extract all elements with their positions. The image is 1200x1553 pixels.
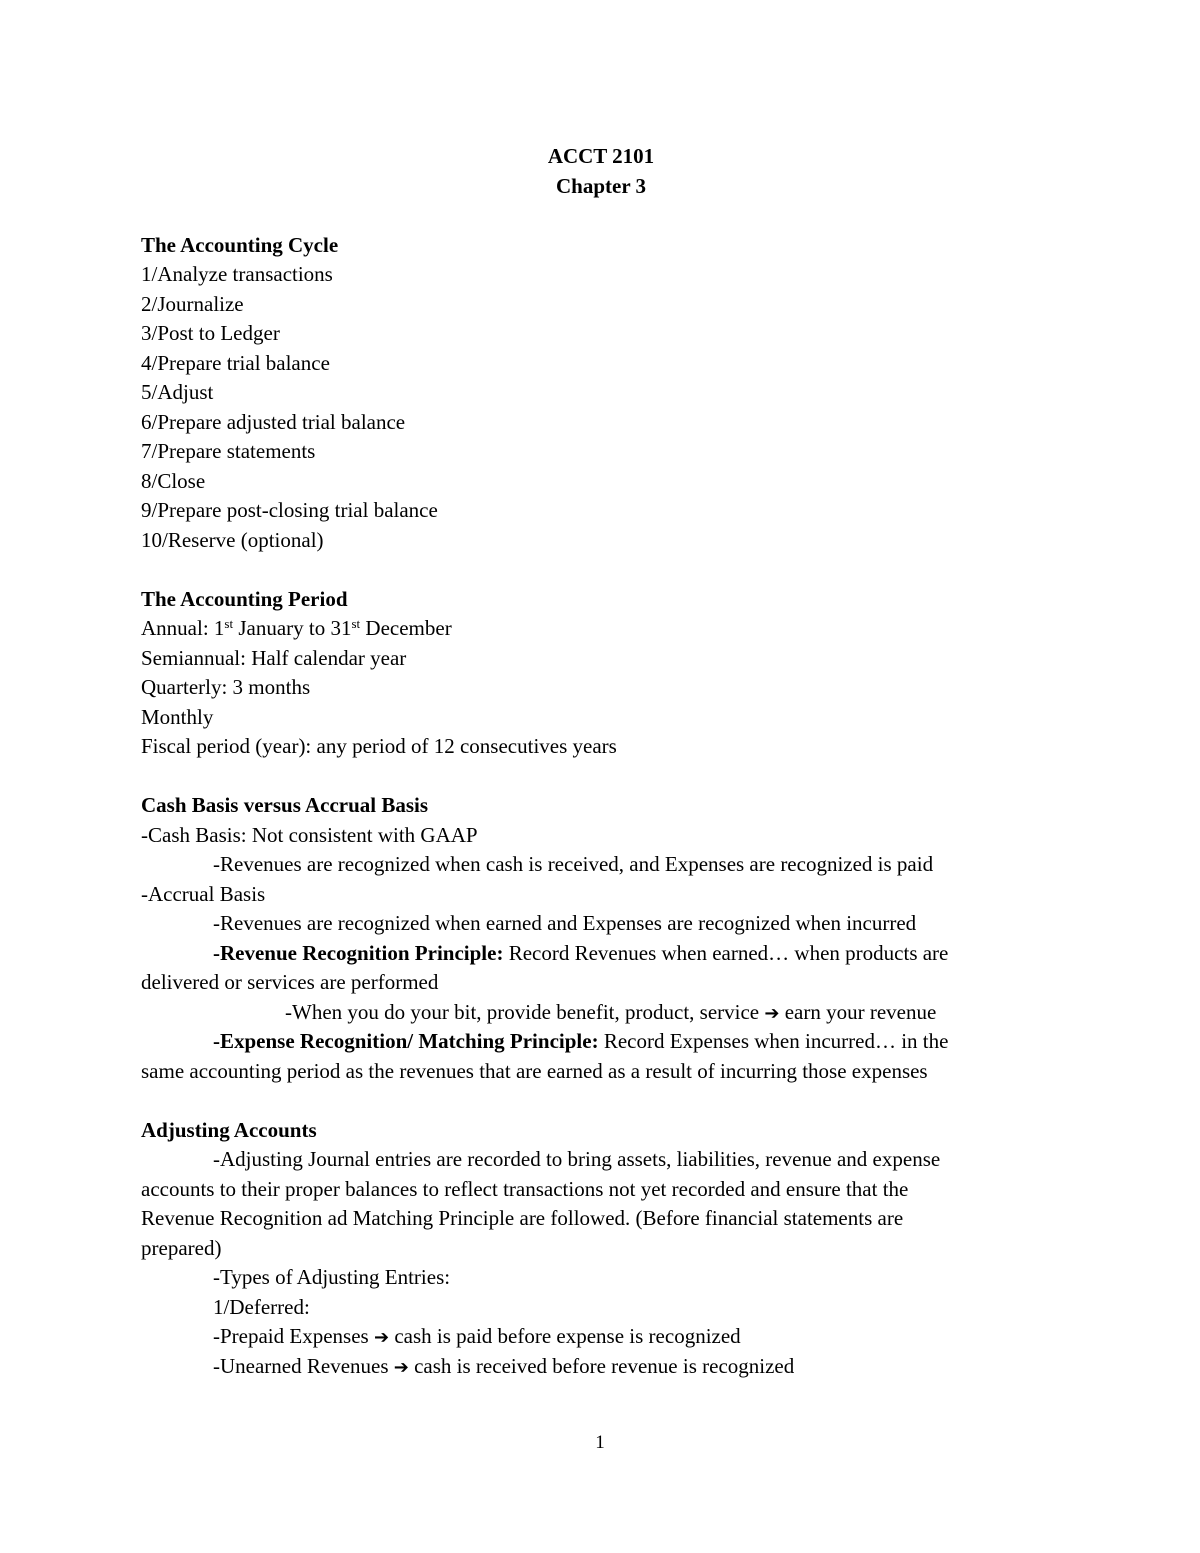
annual-prefix: Annual: 1: [141, 616, 225, 640]
revenue-recognition-subpoint: [141, 998, 1061, 1028]
right-arrow-icon: ➔: [373, 1327, 390, 1348]
cycle-step: 9/Prepare post-closing trial balance: [141, 498, 438, 522]
course-title: ACCT 2101: [547, 144, 655, 168]
adjusting-accounts-heading: Adjusting Accounts: [141, 1117, 317, 1142]
accrual-basis-line: -Accrual Basis: [141, 881, 266, 906]
spacer: [141, 555, 1061, 585]
cycle-step: 8/Close: [141, 468, 206, 493]
cash-basis-detail: -Revenues are recognized when cash is received, and Expenses are recognized is paid: [213, 852, 934, 876]
adjusting-paragraph-line: Revenue Recognition ad Matching Principle are followed. (Before financial statements are: [141, 1206, 904, 1230]
revenue-recognition-text: Record Revenues when earned… when products are: [503, 940, 949, 965]
spacer: [141, 762, 1061, 792]
spacer: [141, 201, 1061, 231]
spacer: [141, 1086, 1061, 1116]
adjusting-paragraph-line: accounts to their proper balances to reflect transactions not yet recorded and ensure that the: [141, 1176, 909, 1201]
cycle-step: 2/Journalize: [141, 291, 244, 316]
cycle-step: 4/Prepare trial balance: [141, 350, 330, 375]
cycle-step: 10/Reserve (optional): [141, 527, 324, 552]
accrual-basis-detail: -Revenues are recognized when earned and Expenses are recognized when incurred: [213, 911, 917, 935]
period-monthly: Monthly: [141, 704, 214, 729]
page-number: 1: [595, 1432, 605, 1453]
accounting-cycle-heading: The Accounting Cycle: [141, 232, 339, 257]
prepaid-label: -Prepaid Expenses: [213, 1324, 374, 1348]
subpoint-tail: earn your revenue: [779, 999, 937, 1024]
cycle-step: 3/Post to Ledger: [141, 321, 280, 345]
expense-recognition-continued: same accounting period as the revenues that are earned as a result of incurring those expenses: [141, 1058, 928, 1083]
document-body: [141, 142, 1061, 1381]
period-annual: [141, 614, 1061, 644]
cycle-step: 1/Analyze transactions: [141, 262, 333, 286]
cash-accrual-heading: Cash Basis versus Accrual Basis: [141, 793, 429, 817]
cycle-step: 6/Prepare adjusted trial balance: [141, 409, 406, 434]
adjusting-deferred: 1/Deferred:: [213, 1294, 310, 1319]
adjusting-types: -Types of Adjusting Entries:: [213, 1265, 451, 1289]
right-arrow-icon: ➔: [393, 1356, 409, 1378]
expense-recognition-text: Record Expenses when incurred… in the: [598, 1029, 949, 1053]
period-quarterly: Quarterly: 3 months: [141, 675, 311, 699]
annual-middle: January to 31: [233, 616, 352, 640]
cycle-step: 5/Adjust: [141, 380, 214, 404]
annual-suffix: December: [360, 616, 452, 640]
cash-basis-line: -Cash Basis: Not consistent with GAAP: [141, 822, 478, 847]
period-semiannual: Semiannual: Half calendar year: [141, 645, 407, 670]
subpoint-text: -When you do your bit, provide benefit, product, service: [285, 999, 760, 1024]
unearned-revenues-line: [141, 1352, 1061, 1382]
unearned-label: -Unearned Revenues: [213, 1353, 394, 1378]
annual-superscript: st: [351, 616, 361, 631]
revenue-recognition-label: -Revenue Recognition Principle:: [213, 940, 504, 965]
expense-recognition-label: -Expense Recognition/ Matching Principle:: [213, 1029, 599, 1053]
revenue-recognition-line: [141, 939, 1061, 969]
adjusting-paragraph-line: -Adjusting Journal entries are recorded to bring assets, liabilities, revenue and expense: [213, 1147, 941, 1171]
adjusting-paragraph-line: prepared): [141, 1235, 222, 1260]
right-arrow-icon: ➔: [764, 1002, 780, 1024]
chapter-title: Chapter 3: [555, 173, 647, 198]
period-fiscal: Fiscal period (year): any period of 12 consecutives years: [141, 734, 617, 758]
prepaid-text: cash is paid before expense is recognized: [389, 1324, 741, 1348]
cycle-step: 7/Prepare statements: [141, 439, 316, 463]
annual-superscript: st: [224, 616, 234, 631]
unearned-text: cash is received before revenue is recognized: [408, 1353, 795, 1378]
prepaid-expenses-line: [141, 1322, 1061, 1352]
revenue-recognition-continued: delivered or services are performed: [141, 970, 439, 994]
expense-recognition-line: [141, 1027, 1061, 1057]
accounting-period-heading: The Accounting Period: [141, 586, 348, 611]
